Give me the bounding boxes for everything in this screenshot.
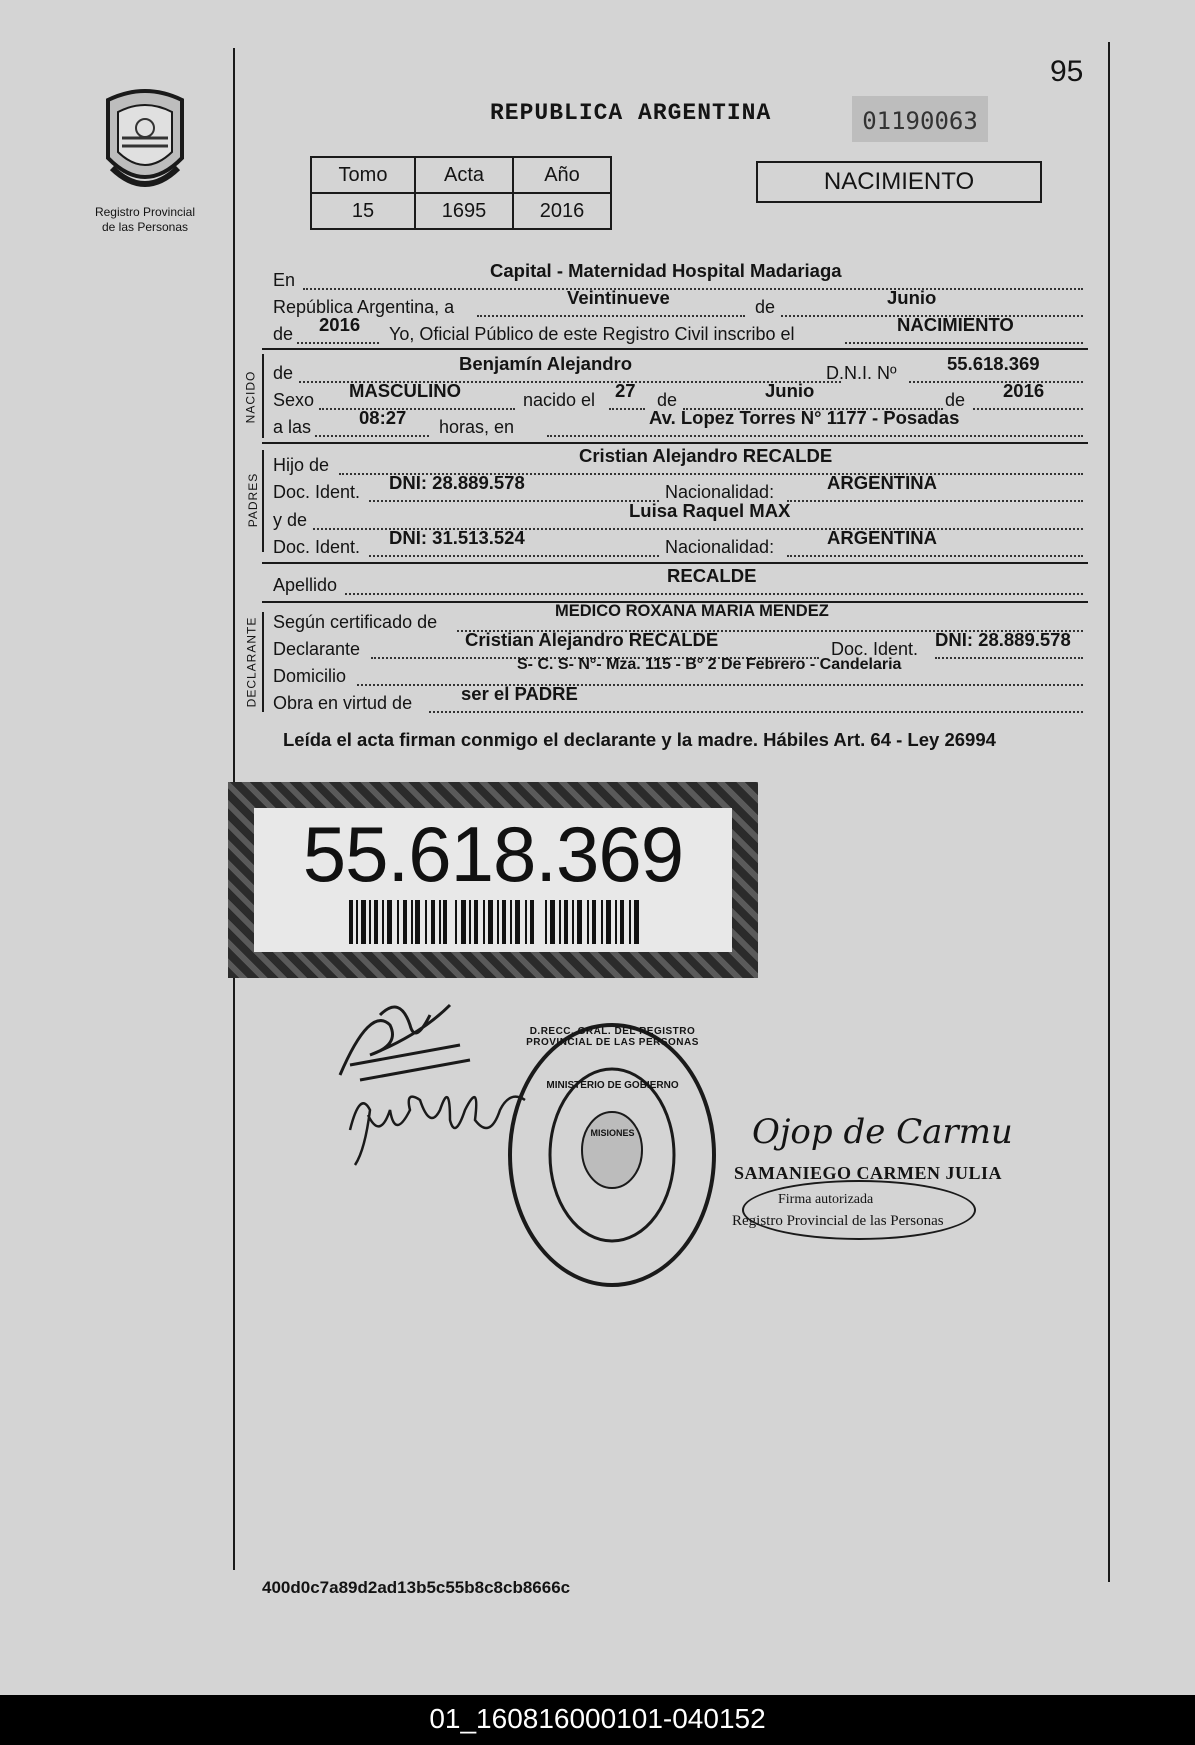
section-separator (262, 562, 1088, 564)
dotted-line (973, 408, 1083, 410)
declarante-section-label: DECLARANTE (244, 616, 259, 708)
dotted-line (477, 315, 745, 317)
dotted-line (429, 711, 1083, 713)
day-value: Veintinueve (567, 287, 670, 308)
de-label: de (945, 390, 966, 410)
birth-day: 27 (615, 380, 636, 401)
official-office: Registro Provincial de las Personas (732, 1213, 944, 1229)
dni-sticker-inner (254, 808, 732, 952)
barcode-icon (349, 900, 639, 944)
father-doc: DNI: 28.889.578 (389, 472, 525, 493)
row-hora (273, 407, 1083, 443)
padres-bracket (262, 450, 264, 552)
sexo-label: Sexo (273, 390, 315, 410)
dotted-line (935, 657, 1083, 659)
horas-label: horas, en (439, 417, 515, 437)
seal-center-text: MISIONES (590, 1128, 635, 1138)
birth-month: Junio (765, 380, 815, 401)
declarante-bracket (262, 612, 264, 712)
mother-doc: DNI: 31.513.524 (389, 527, 525, 548)
yo-text: Yo, Oficial Público de este Registro Civil inscribo el (389, 324, 795, 344)
dni-label: D.N.I. Nº (826, 363, 897, 383)
hijo-label: Hijo de (273, 455, 330, 475)
child-name: Benjamín Alejandro (459, 353, 633, 374)
father-nationality: ARGENTINA (827, 472, 937, 493)
row-year (273, 314, 1083, 350)
declarante-doc: DNI: 28.889.578 (935, 629, 1071, 650)
serial-number: 01190063 (852, 96, 988, 142)
birth-place: Av. Lopez Torres N° 1177 - Posadas (649, 407, 960, 428)
page-number: 95 (1050, 55, 1084, 88)
domicilio-value: S- C. S- N°- Mza. 115 - B° 2 De Febrero - Candelaria (517, 656, 902, 673)
row-mother-doc (273, 527, 1083, 563)
nacido-el-label: nacido el (523, 390, 596, 410)
signature-stamp-ellipse (742, 1180, 976, 1240)
document-hash: 400d0c7a89d2ad13b5c55b8c8cb8666c (262, 1578, 571, 1597)
dotted-line (609, 408, 645, 410)
country-title: REPUBLICA ARGENTINA (490, 100, 772, 126)
declarant-signature-icon (340, 1070, 530, 1170)
dotted-line (369, 555, 659, 557)
obra-value: ser el PADRE (461, 683, 578, 704)
dotted-line (345, 593, 1083, 595)
de-label: de (755, 297, 776, 317)
seal-outer-text: D.RECC. GRAL. DEL REGISTRO PROVINCIAL DE LAS PERSONAS (526, 1026, 699, 1048)
footer-image-id: 01_160816000101-040152 (0, 1695, 1195, 1745)
tomo-acta-ano-table (310, 156, 612, 230)
ano-header: Año (513, 157, 611, 193)
record-value: NACIMIENTO (897, 314, 1014, 335)
de-label: de (657, 390, 678, 410)
row-en (273, 260, 1083, 296)
right-margin-line (1108, 42, 1110, 1582)
dotted-line (787, 555, 1083, 557)
dotted-line (547, 435, 1083, 437)
misiones-shield-icon (100, 88, 190, 200)
ano-value: 2016 (513, 193, 611, 229)
dni-sticker (228, 782, 758, 978)
nacido-section-label: NACIDO (243, 370, 258, 424)
nacionalidad-label: Nacionalidad: (665, 537, 775, 557)
seal-rings-icon (505, 1020, 720, 1290)
acta-value: 1695 (415, 193, 513, 229)
dotted-line (303, 288, 1083, 290)
section-separator (262, 348, 1088, 350)
doc-label: Doc. Ident. (831, 639, 919, 659)
place-value: Capital - Maternidad Hospital Madariaga (490, 260, 842, 281)
mother-nationality: ARGENTINA (827, 527, 937, 548)
domicilio-label: Domicilio (273, 666, 347, 686)
dotted-line (909, 381, 1083, 383)
de-label: de (273, 324, 294, 344)
record-type-box: NACIMIENTO (756, 161, 1042, 203)
row-domicilio (273, 656, 1083, 692)
apellido-value: RECALDE (667, 565, 757, 586)
father-name: Cristian Alejandro RECALDE (579, 445, 833, 466)
month-value: Junio (887, 287, 937, 308)
birth-time: 08:27 (359, 407, 407, 428)
y-de-label: y de (273, 510, 308, 530)
dotted-line (297, 342, 379, 344)
a-las-label: a las (273, 417, 312, 437)
official-seal (505, 1020, 720, 1290)
year-value: 2016 (319, 314, 361, 335)
de-label: de (273, 363, 294, 383)
section-separator (262, 442, 1088, 444)
nacionalidad-label: Nacionalidad: (665, 482, 775, 502)
republica-label: República Argentina, a (273, 297, 455, 317)
apellido-label: Apellido (273, 575, 338, 595)
tomo-header: Tomo (311, 157, 415, 193)
logo-caption-line1: Registro Provincial (94, 205, 196, 219)
dotted-line (319, 408, 515, 410)
tomo-value: 15 (311, 193, 415, 229)
dni-sticker-number: 55.618.369 (302, 810, 684, 898)
child-dni: 55.618.369 (947, 353, 1040, 374)
dotted-line (787, 500, 1083, 502)
obra-label: Obra en virtud de (273, 693, 413, 713)
doc-label: Doc. Ident. (273, 537, 361, 557)
declarante-label: Declarante (273, 639, 361, 659)
row-obra (273, 683, 1083, 719)
padres-section-label: PADRES (246, 472, 261, 528)
mother-name: Luisa Raquel MAX (629, 500, 791, 521)
official-role: Firma autorizada (778, 1192, 874, 1207)
leida-paragraph: Leída el acta firman conmigo el declarante y la madre. Hábiles Art. 64 - Ley 26994 (283, 729, 996, 750)
seal-inner-text: MINISTERIO DE GOBIERNO (546, 1080, 679, 1091)
segun-label: Según certificado de (273, 612, 438, 632)
en-label: En (273, 270, 296, 290)
declarante-value: Cristian Alejandro RECALDE (465, 629, 719, 650)
official-signature-handwriting: Ojop de Carmu (752, 1112, 1013, 1152)
sexo-value: MASCULINO (349, 380, 462, 401)
dotted-line (369, 500, 659, 502)
row-apellido (273, 565, 1083, 601)
official-name: SAMANIEGO CARMEN JULIA (734, 1163, 1003, 1183)
certificado-value: MEDICO ROXANA MARIA MENDEZ (555, 602, 829, 620)
birth-year: 2016 (1003, 380, 1045, 401)
acta-header: Acta (415, 157, 513, 193)
dotted-line (315, 435, 429, 437)
dotted-line (845, 342, 1083, 344)
nacido-bracket (262, 354, 264, 438)
logo-caption-line2: de las Personas (101, 220, 189, 234)
province-logo (85, 88, 205, 235)
doc-label: Doc. Ident. (273, 482, 361, 502)
